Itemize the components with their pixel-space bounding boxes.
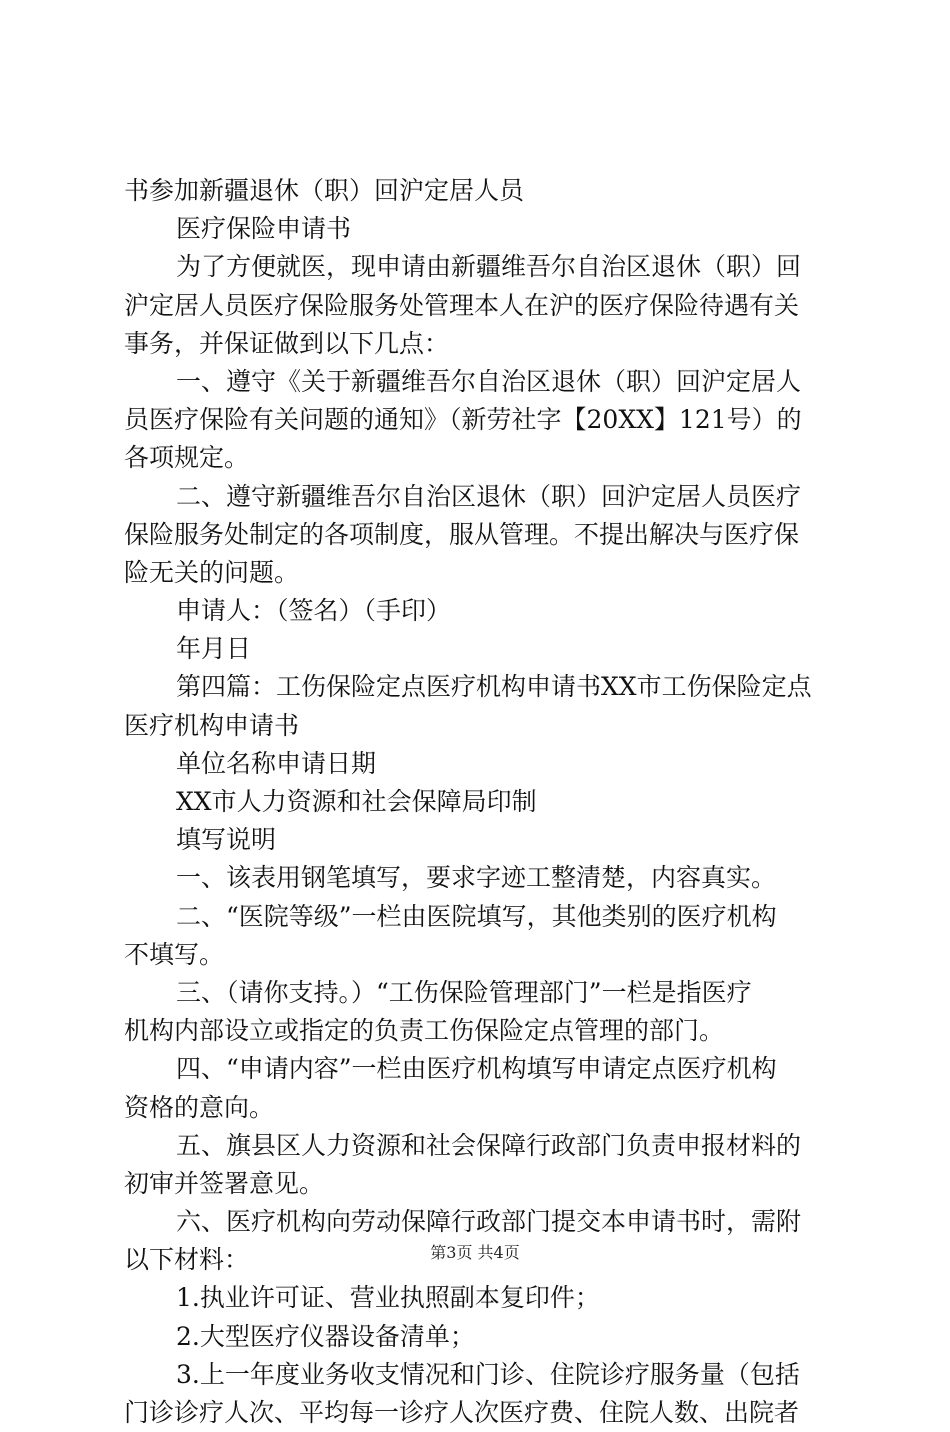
text-line: 以下材料：	[124, 1245, 250, 1275]
text-line: 医疗机构申请书	[124, 710, 300, 740]
text-line: 书参加新疆退休（职）回沪定居人员	[124, 176, 525, 205]
text-line: 为了方便就医，现申请由新疆维吾尔自治区退休（职）回	[176, 252, 802, 282]
text-line: 一、遵守《关于新疆维吾尔自治区退休（职）回沪定居人	[176, 366, 802, 396]
text-line: 三、（请你支持。）“工伤保险管理部门”一栏是指医疗	[176, 977, 752, 1007]
text-line: XX市人力资源和社会保障局印制	[176, 787, 537, 816]
page-footer: 第3页 共4页	[430, 1243, 520, 1262]
text-line: 险无关的问题。	[124, 557, 300, 587]
text-line: 初审并签署意见。	[124, 1168, 325, 1198]
text-line: 申请人：（签名）（手印）	[176, 596, 452, 626]
text-line: 医疗保险申请书	[176, 214, 352, 244]
text-line: 不填写。	[124, 939, 225, 969]
text-line: 单位名称申请日期	[176, 748, 377, 778]
text-line: 资格的意向。	[124, 1092, 275, 1122]
text-line: 沪定居人员医疗保险服务处管理本人在沪的医疗保险待遇有关	[124, 290, 800, 320]
text-line: 五、旗县区人力资源和社会保障行政部门负责申报材料的	[176, 1130, 802, 1160]
text-line: 第四篇：工伤保险定点医疗机构申请书XX市工伤保险定点	[176, 672, 812, 702]
text-line: 3.上一年度业务收支情况和门诊、住院诊疗服务量（包括	[176, 1359, 800, 1389]
text-line: 门诊诊疗人次、平均每一诊疗人次医疗费、住院人数、出院者	[124, 1398, 800, 1427]
text-line: 各项规定。	[124, 443, 250, 473]
text-line: 填写说明	[176, 825, 277, 855]
text-line: 员医疗保险有关问题的通知》（新劳社字【20XX】121号）的	[124, 405, 802, 435]
text-line: 四、“申请内容”一栏由医疗机构填写申请定点医疗机构	[176, 1054, 777, 1084]
text-line: 二、遵守新疆维吾尔自治区退休（职）回沪定居人员医疗	[176, 481, 802, 511]
text-line: 年月日	[176, 634, 252, 664]
text-line: 2.大型医疗仪器设备清单；	[176, 1321, 475, 1351]
text-line: 机构内部设立或指定的负责工伤保险定点管理的部门。	[124, 1016, 725, 1046]
text-line: 二、“医院等级”一栏由医院填写，其他类别的医疗机构	[176, 901, 777, 931]
text-line: 一、该表用钢笔填写，要求字迹工整清楚，内容真实。	[176, 863, 777, 893]
text-line: 事务，并保证做到以下几点：	[124, 328, 450, 358]
text-line: 保险服务处制定的各项制度，服从管理。不提出解决与医疗保	[124, 519, 800, 549]
text-line: 六、医疗机构向劳动保障行政部门提交本申请书时，需附	[176, 1207, 802, 1237]
text-line: 1.执业许可证、营业执照副本复印件；	[176, 1283, 600, 1313]
